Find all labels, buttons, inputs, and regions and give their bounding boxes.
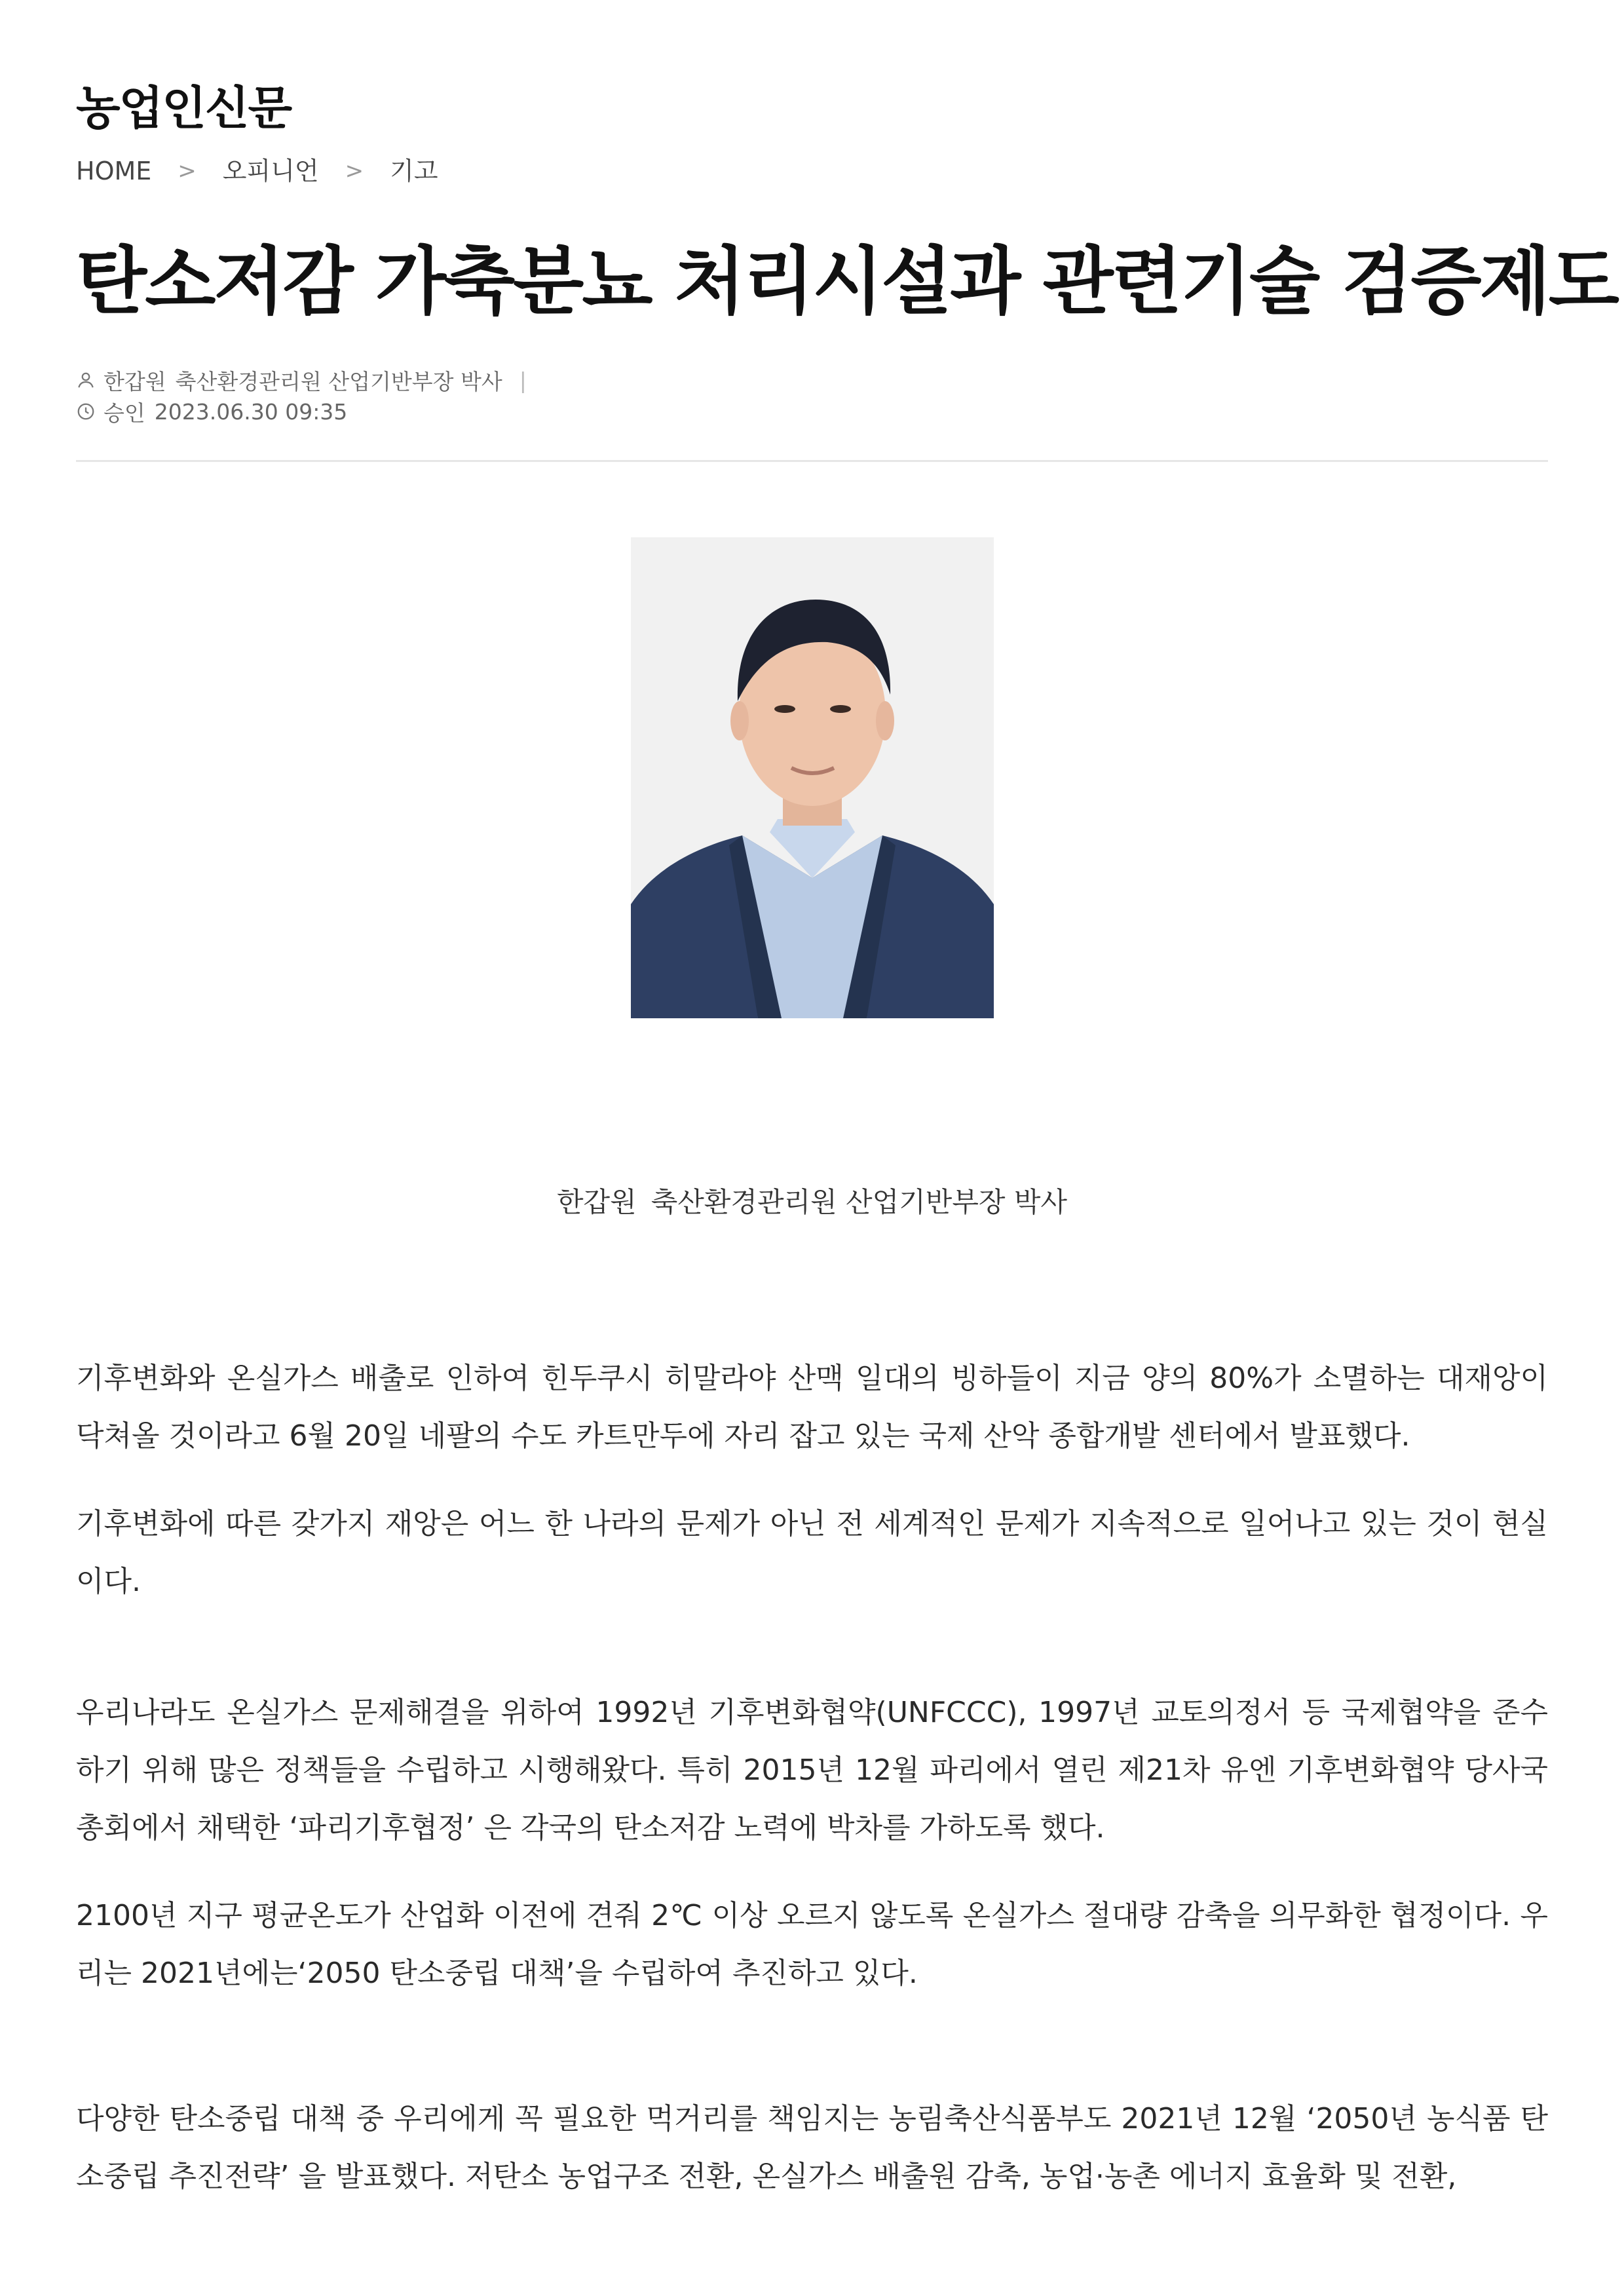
header-divider bbox=[76, 460, 1548, 462]
article-paragraph: 다양한 탄소중립 대책 중 우리에게 꼭 필요한 먹거리를 책임지는 농림축산식품부도 2021년 12월 ‘2050년 농식품 탄소중립 추진전략’ 을 발표했다. 저탄소 농업구조 전환, 온실가스 배출원 감축, 농업·농촌 에너지 효율화 및 전환, bbox=[76, 2102, 1548, 2193]
article-paragraph: 기후변화와 온실가스 배출로 인하여 힌두쿠시 히말라야 산맥 일대의 빙하들이 지금 양의 80%가 소멸하는 대재앙이 닥쳐올 것이라고 6월 20일 네팔의 수도 카트만두에 자리 잡고 있는 국제 산악 종합개발 센터에서 발표했다. bbox=[76, 1362, 1548, 1453]
person-icon bbox=[76, 370, 96, 390]
chevron-right-icon: > bbox=[345, 158, 364, 184]
article-title: 탄소저감 가축분뇨 처리시설과 관련기술 검증제도 bbox=[76, 239, 1618, 324]
breadcrumb-contribution[interactable]: 기고 bbox=[390, 157, 438, 185]
author-name[interactable]: 한갑원 bbox=[104, 368, 166, 394]
byline bbox=[76, 364, 527, 396]
portrait-image bbox=[631, 537, 994, 1018]
article-paragraph: 우리나라도 온실가스 문제해결을 위하여 1992년 기후변화협약(UNFCCC), 1997년 교토의정서 등 국제협약을 준수하기 위해 많은 정책들을 수립하고 시행해왔다. 특히 2015년 12월 파리에서 열린 제21차 유엔 기후변화협약 당사국총회에서 채택한 ‘파리기후협정’ 은 각국의 탄소저감 노력에 박차를 가하도록 했다. bbox=[76, 1696, 1548, 1845]
breadcrumb-opinion[interactable]: 오피니언 bbox=[222, 157, 319, 185]
meta-divider: | bbox=[519, 367, 527, 393]
clock-icon bbox=[76, 402, 96, 421]
breadcrumb-home[interactable]: HOME bbox=[76, 157, 152, 185]
chevron-right-icon: > bbox=[178, 158, 197, 184]
author-title: 축산환경관리원 산업기반부장 박사 bbox=[175, 368, 502, 394]
article-meta bbox=[76, 364, 527, 427]
caption-name: 한갑원 bbox=[556, 1186, 637, 1218]
caption-title: 축산환경관리원 산업기반부장 박사 bbox=[651, 1186, 1067, 1218]
article-paragraph: 기후변화에 따른 갖가지 재앙은 어느 한 나라의 문제가 아닌 전 세계적인 문제가 지속적으로 일어나고 있는 것이 현실이다. bbox=[76, 1507, 1548, 1598]
approval-info bbox=[76, 396, 527, 427]
article-paragraph: 2100년 지구 평균온도가 산업화 이전에 견줘 2℃ 이상 오르지 않도록 온실가스 절대량 감축을 의무화한 협정이다. 우리는 2021년에는‘2050 탄소중립 대책’을 수립하여 추진하고 있다. bbox=[76, 1899, 1548, 1990]
photo-caption bbox=[76, 1183, 1548, 1222]
breadcrumb bbox=[76, 153, 438, 189]
site-logo[interactable]: 농업인신문 bbox=[76, 81, 292, 135]
approved-datetime: 2023.06.30 09:35 bbox=[154, 398, 348, 425]
author-photo bbox=[631, 537, 994, 1018]
approved-label: 승인 bbox=[104, 400, 145, 426]
